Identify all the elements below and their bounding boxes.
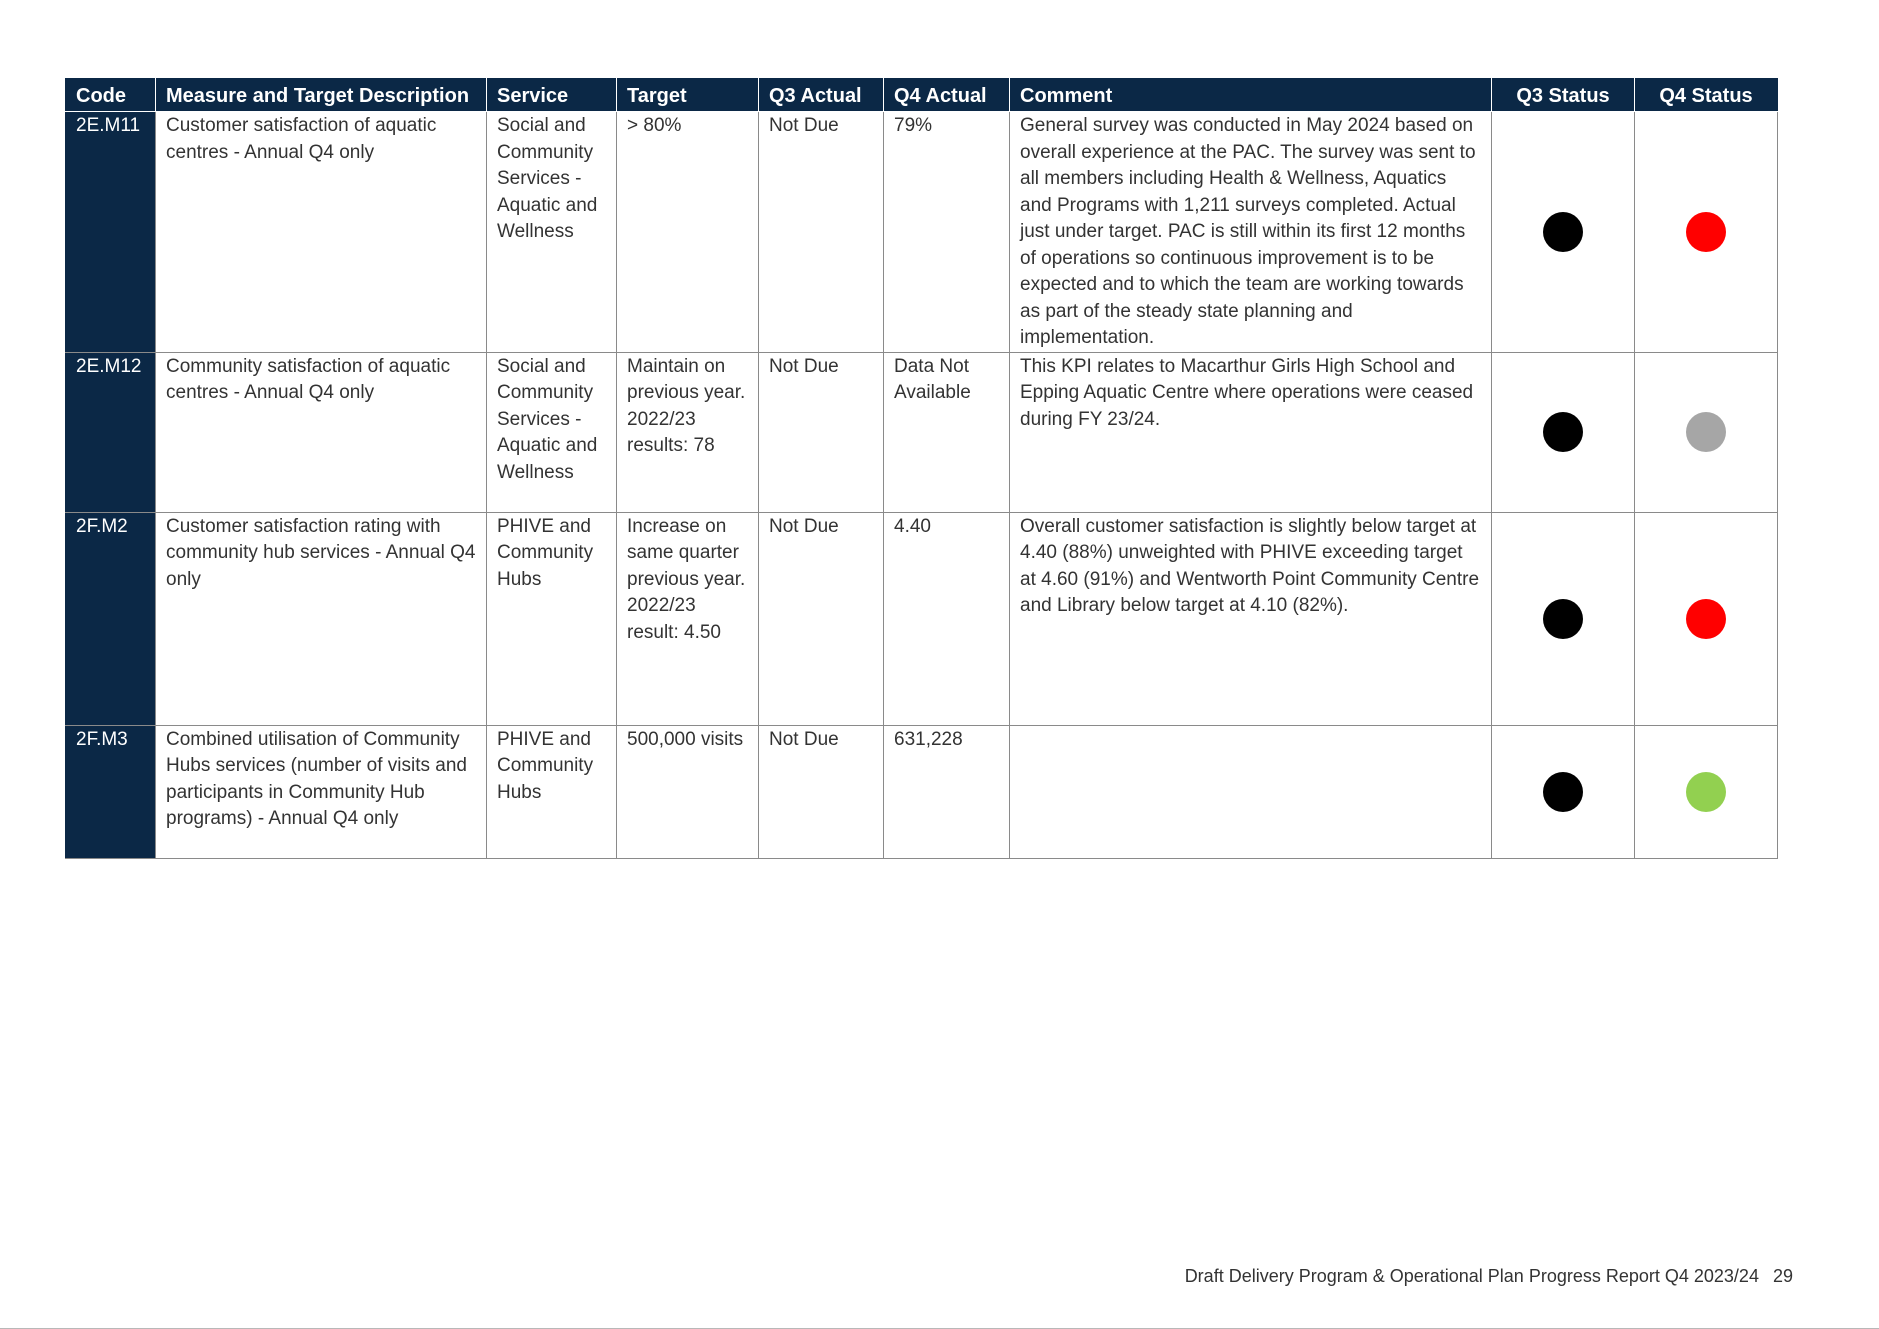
header-comment: Comment [1010,79,1492,112]
service-cell: Social and Community Services - Aquatic and Wellness [487,352,617,512]
page-footer [1185,1266,1793,1287]
q3-actual-cell: Not Due [759,112,884,353]
q3-status-indicator [1543,212,1583,252]
q4-actual-cell: 79% [884,112,1010,353]
header-target: Target [617,79,759,112]
q3-status-cell [1492,725,1635,858]
comment-cell: Overall customer satisfaction is slightly below target at 4.40 (88%) unweighted with PHIVE exceeding target at 4.60 (91%) and Wentworth Point Community Centre and Library below target at 4.10 (82%). [1010,512,1492,725]
code-cell: 2F.M3 [66,725,156,858]
q4-status-indicator [1686,772,1726,812]
q3-actual-cell: Not Due [759,512,884,725]
table-header-row [66,79,1778,112]
q3-status-cell [1492,112,1635,353]
measure-cell: Combined utilisation of Community Hubs services (number of visits and participants in Community Hub programs) - Annual Q4 only [156,725,487,858]
service-cell: PHIVE and Community Hubs [487,725,617,858]
q4-actual-cell: Data Not Available [884,352,1010,512]
q4-status-cell [1635,352,1778,512]
measure-cell: Customer satisfaction rating with community hub services - Annual Q4 only [156,512,487,725]
q4-status-indicator [1686,212,1726,252]
kpi-table [65,78,1778,859]
table-row [66,112,1778,353]
service-cell: PHIVE and Community Hubs [487,512,617,725]
code-cell: 2F.M2 [66,512,156,725]
q4-actual-cell: 4.40 [884,512,1010,725]
comment-cell: This KPI relates to Macarthur Girls High School and Epping Aquatic Centre where operations were ceased during FY 23/24. [1010,352,1492,512]
q4-status-indicator [1686,599,1726,639]
comment-cell [1010,725,1492,858]
q4-status-indicator [1686,412,1726,452]
header-code: Code [66,79,156,112]
target-cell: 500,000 visits [617,725,759,858]
q4-status-cell [1635,725,1778,858]
comment-cell: General survey was conducted in May 2024 based on overall experience at the PAC. The survey was sent to all members including Health & Wellness, Aquatics and Programs with 1,211 surveys completed. Actual just under target. PAC is still within its first 12 months of operations so continuous improvement is to be expected and to which the team are working towards as part of the steady state planning and implementation. [1010,112,1492,353]
table-row [66,725,1778,858]
code-cell: 2E.M12 [66,352,156,512]
header-service: Service [487,79,617,112]
code-cell: 2E.M11 [66,112,156,353]
target-cell: Maintain on previous year. 2022/23 results: 78 [617,352,759,512]
header-q3-actual: Q3 Actual [759,79,884,112]
q4-actual-cell: 631,228 [884,725,1010,858]
q4-status-cell [1635,512,1778,725]
header-q4-status: Q4 Status [1635,79,1778,112]
measure-cell: Customer satisfaction of aquatic centres - Annual Q4 only [156,112,487,353]
measure-cell: Community satisfaction of aquatic centres - Annual Q4 only [156,352,487,512]
q3-actual-cell: Not Due [759,352,884,512]
table-row [66,352,1778,512]
target-cell: Increase on same quarter previous year. 2022/23 result: 4.50 [617,512,759,725]
q3-status-indicator [1543,599,1583,639]
q4-status-cell [1635,112,1778,353]
target-cell: > 80% [617,112,759,353]
q3-status-indicator [1543,772,1583,812]
q3-status-cell [1492,512,1635,725]
q3-actual-cell: Not Due [759,725,884,858]
table-row [66,512,1778,725]
service-cell: Social and Community Services - Aquatic and Wellness [487,112,617,353]
page-number: 29 [1772,1266,1793,1286]
header-q4-actual: Q4 Actual [884,79,1010,112]
q3-status-indicator [1543,412,1583,452]
header-q3-status: Q3 Status [1492,79,1635,112]
q3-status-cell [1492,352,1635,512]
footer-title: Draft Delivery Program & Operational Plan Progress Report Q4 2023/24 [1184,1266,1759,1286]
header-measure: Measure and Target Description [156,79,487,112]
